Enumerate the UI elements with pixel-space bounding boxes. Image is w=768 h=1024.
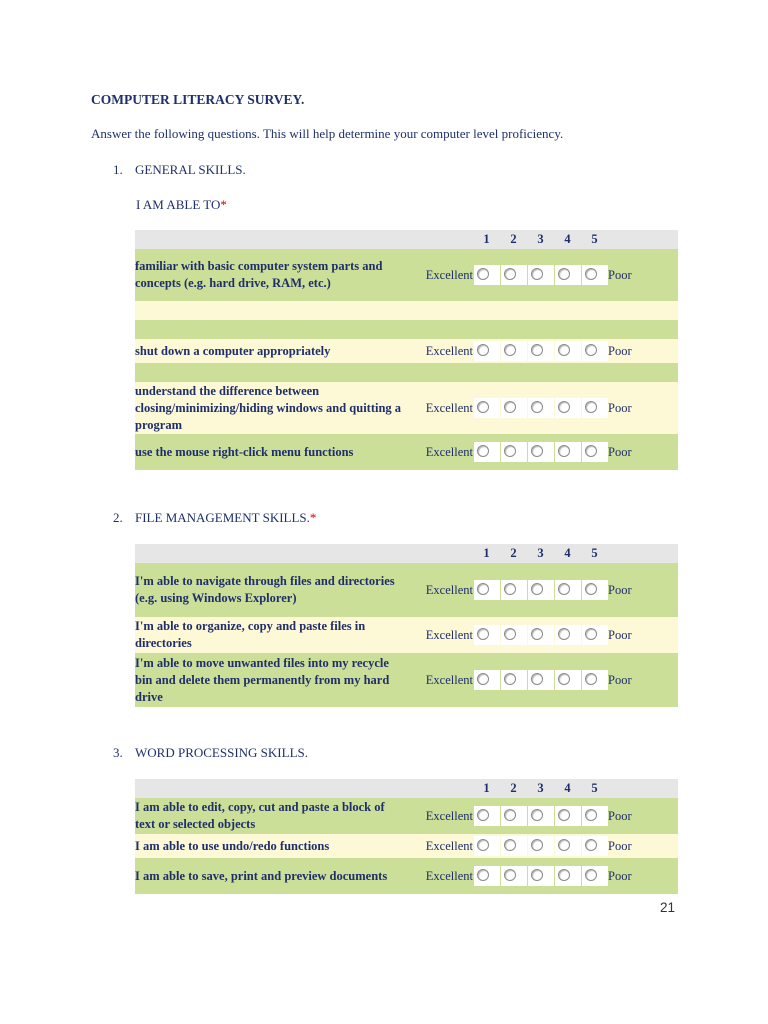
rating-cell [473,249,500,301]
rating-cell [554,339,581,363]
section-number: 1. [113,162,123,177]
rating-cell [581,653,608,707]
excellent-label: Excellent [403,249,473,301]
radio-box [528,625,554,645]
radio-box [582,265,608,285]
section-2-heading [113,510,316,526]
radio-box [528,866,554,886]
scale-header-row [135,230,678,249]
radio-box [582,580,608,600]
question-row [135,617,678,653]
radio-box [474,670,500,690]
radio-box [528,836,554,856]
radio-box [528,398,554,418]
rating-radio-3[interactable] [531,839,543,851]
rating-radio-4[interactable] [558,869,570,881]
rating-cell [554,434,581,470]
rating-radio-2[interactable] [504,344,516,356]
rating-radio-3[interactable] [531,809,543,821]
rating-cell [527,563,554,617]
rating-cell [527,617,554,653]
rating-radio-1[interactable] [477,673,489,685]
scale-number: 4 [554,230,581,249]
rating-cell [581,382,608,434]
radio-box [474,836,500,856]
rating-radio-3[interactable] [531,268,543,280]
radio-box [501,341,527,361]
required-asterisk: * [309,510,317,525]
rating-cell [527,434,554,470]
poor-label: Poor [608,382,678,434]
rating-radio-3[interactable] [531,344,543,356]
rating-cell [473,834,500,858]
rating-cell [554,653,581,707]
rating-radio-4[interactable] [558,628,570,640]
question-row [135,834,678,858]
radio-box [555,670,581,690]
rating-radio-2[interactable] [504,583,516,595]
excellent-label: Excellent [403,858,473,894]
question-text: I'm able to organize, copy and paste files in directories [135,617,403,653]
excellent-label: Excellent [403,834,473,858]
rating-radio-1[interactable] [477,583,489,595]
rating-cell [554,834,581,858]
section-1-subheading [136,197,227,213]
section-title: FILE MANAGEMENT SKILLS. [135,510,310,525]
question-row [135,249,678,301]
rating-cell [500,653,527,707]
rating-radio-5[interactable] [585,401,597,413]
scale-header-row [135,544,678,563]
header-blank [135,230,403,249]
rating-radio-3[interactable] [531,401,543,413]
header-blank [135,544,403,563]
radio-box [474,398,500,418]
radio-box [582,806,608,826]
radio-box [528,580,554,600]
excellent-label: Excellent [403,382,473,434]
rating-radio-4[interactable] [558,268,570,280]
rating-cell [473,339,500,363]
rating-cell [527,249,554,301]
rating-cell [500,249,527,301]
rating-cell [554,249,581,301]
rating-radio-2[interactable] [504,401,516,413]
rating-cell [500,382,527,434]
question-row [135,653,678,707]
scale-number: 5 [581,544,608,563]
general-skills-table [135,230,678,470]
rating-cell [581,434,608,470]
radio-box [555,580,581,600]
rating-cell [527,858,554,894]
radio-box [582,442,608,462]
question-text: shut down a computer appropriately [135,339,403,363]
excellent-label: Excellent [403,339,473,363]
rating-radio-1[interactable] [477,445,489,457]
header-blank [403,779,473,798]
rating-cell [527,653,554,707]
scale-number: 4 [554,544,581,563]
scale-number: 1 [473,544,500,563]
rating-radio-3[interactable] [531,869,543,881]
scale-number: 2 [500,779,527,798]
radio-box [501,265,527,285]
question-row [135,858,678,894]
question-text: I am able to use undo/redo functions [135,834,403,858]
question-text: I am able to save, print and preview documents [135,858,403,894]
rating-cell [554,563,581,617]
radio-box [474,265,500,285]
rating-cell [527,339,554,363]
excellent-label: Excellent [403,563,473,617]
rating-radio-4[interactable] [558,401,570,413]
rating-radio-1[interactable] [477,344,489,356]
poor-label: Poor [608,563,678,617]
scale-number: 3 [527,779,554,798]
radio-box [474,625,500,645]
radio-box [555,836,581,856]
rating-radio-1[interactable] [477,869,489,881]
rating-cell [500,834,527,858]
question-row [135,434,678,470]
rating-radio-5[interactable] [585,445,597,457]
radio-box [501,670,527,690]
rating-radio-5[interactable] [585,268,597,280]
rating-radio-3[interactable] [531,673,543,685]
poor-label: Poor [608,798,678,834]
spacer-row [135,363,678,382]
subheading-text: I AM ABLE TO [136,197,221,212]
file-management-table [135,544,678,707]
rating-cell [581,339,608,363]
radio-box [528,265,554,285]
section-3-heading [113,745,308,761]
radio-box [474,866,500,886]
rating-cell [527,798,554,834]
rating-radio-4[interactable] [558,839,570,851]
rating-cell [473,382,500,434]
header-blank [135,779,403,798]
header-blank [403,544,473,563]
question-row [135,339,678,363]
scale-number: 1 [473,779,500,798]
radio-box [582,398,608,418]
scale-header-row [135,779,678,798]
radio-box [582,866,608,886]
rating-radio-2[interactable] [504,839,516,851]
scale-number: 3 [527,544,554,563]
rating-cell [581,798,608,834]
rating-radio-5[interactable] [585,628,597,640]
rating-cell [500,563,527,617]
scale-number: 1 [473,230,500,249]
rating-radio-2[interactable] [504,809,516,821]
rating-cell [473,434,500,470]
rating-cell [473,563,500,617]
rating-radio-5[interactable] [585,583,597,595]
spacer-row [135,301,678,320]
radio-box [555,398,581,418]
rating-radio-4[interactable] [558,809,570,821]
rating-cell [527,382,554,434]
header-blank [608,230,678,249]
radio-box [501,625,527,645]
scale-number: 5 [581,230,608,249]
question-text: I am able to edit, copy, cut and paste a block of text or selected objects [135,798,403,834]
question-text: understand the difference between closing/minimizing/hiding windows and quitting a program [135,382,403,434]
question-text: familiar with basic computer system parts and concepts (e.g. hard drive, RAM, etc.) [135,249,403,301]
question-row [135,382,678,434]
poor-label: Poor [608,617,678,653]
header-blank [608,779,678,798]
rating-radio-2[interactable] [504,628,516,640]
scale-number: 2 [500,230,527,249]
rating-cell [554,382,581,434]
question-row [135,563,678,617]
radio-box [582,625,608,645]
scale-number: 2 [500,544,527,563]
rating-cell [581,858,608,894]
radio-box [555,442,581,462]
radio-box [555,341,581,361]
spacer-cell [135,301,678,320]
rating-radio-4[interactable] [558,583,570,595]
radio-box [501,580,527,600]
required-asterisk: * [220,197,227,212]
header-blank [403,230,473,249]
header-blank [608,544,678,563]
radio-box [582,670,608,690]
radio-box [501,806,527,826]
rating-cell [554,858,581,894]
radio-box [501,836,527,856]
question-text: use the mouse right-click menu functions [135,434,403,470]
radio-box [501,442,527,462]
rating-radio-2[interactable] [504,268,516,280]
rating-radio-2[interactable] [504,673,516,685]
rating-cell [581,617,608,653]
radio-box [555,625,581,645]
rating-radio-3[interactable] [531,628,543,640]
rating-radio-4[interactable] [558,673,570,685]
poor-label: Poor [608,858,678,894]
radio-box [582,341,608,361]
poor-label: Poor [608,249,678,301]
rating-radio-5[interactable] [585,673,597,685]
section-title: WORD PROCESSING SKILLS. [135,745,308,760]
page-number: 21 [660,900,676,915]
rating-cell [527,834,554,858]
rating-radio-5[interactable] [585,344,597,356]
rating-cell [473,653,500,707]
radio-box [528,442,554,462]
rating-radio-3[interactable] [531,445,543,457]
rating-cell [581,834,608,858]
rating-radio-1[interactable] [477,839,489,851]
rating-radio-5[interactable] [585,869,597,881]
rating-cell [500,617,527,653]
rating-cell [581,249,608,301]
poor-label: Poor [608,653,678,707]
excellent-label: Excellent [403,617,473,653]
section-1-heading [113,162,246,178]
rating-radio-5[interactable] [585,809,597,821]
spacer-cell [135,320,678,339]
radio-box [501,866,527,886]
radio-box [528,341,554,361]
rating-radio-3[interactable] [531,583,543,595]
intro-text: Answer the following questions. This will help determine your computer level proficiency. [91,126,564,141]
poor-label: Poor [608,339,678,363]
radio-box [555,806,581,826]
rating-radio-1[interactable] [477,628,489,640]
word-processing-table [135,779,678,894]
radio-box [474,580,500,600]
poor-label: Poor [608,834,678,858]
question-text: I'm able to navigate through files and directories (e.g. using Windows Explorer) [135,563,403,617]
rating-cell [554,617,581,653]
radio-box [474,341,500,361]
section-title: GENERAL SKILLS. [135,162,246,177]
radio-box [501,398,527,418]
scale-number: 3 [527,230,554,249]
rating-radio-5[interactable] [585,839,597,851]
rating-radio-1[interactable] [477,401,489,413]
radio-box [474,442,500,462]
rating-cell [473,858,500,894]
radio-box [582,836,608,856]
rating-cell [500,434,527,470]
rating-radio-4[interactable] [558,344,570,356]
rating-radio-2[interactable] [504,869,516,881]
rating-radio-4[interactable] [558,445,570,457]
radio-box [528,806,554,826]
rating-cell [500,339,527,363]
question-text: I'm able to move unwanted files into my recycle bin and delete them permanently from my hard drive [135,653,403,707]
rating-radio-2[interactable] [504,445,516,457]
poor-label: Poor [608,434,678,470]
section-number: 2. [113,510,123,525]
scale-number: 5 [581,779,608,798]
radio-box [528,670,554,690]
rating-cell [554,798,581,834]
rating-cell [473,617,500,653]
excellent-label: Excellent [403,798,473,834]
excellent-label: Excellent [403,434,473,470]
scale-number: 4 [554,779,581,798]
rating-radio-1[interactable] [477,809,489,821]
question-row [135,798,678,834]
rating-cell [500,798,527,834]
spacer-row [135,320,678,339]
rating-radio-1[interactable] [477,268,489,280]
radio-box [555,866,581,886]
radio-box [474,806,500,826]
rating-cell [473,798,500,834]
spacer-cell [135,363,678,382]
section-number: 3. [113,745,123,760]
radio-box [555,265,581,285]
excellent-label: Excellent [403,653,473,707]
page-title: COMPUTER LITERACY SURVEY. [91,92,305,107]
rating-cell [581,563,608,617]
rating-cell [500,858,527,894]
